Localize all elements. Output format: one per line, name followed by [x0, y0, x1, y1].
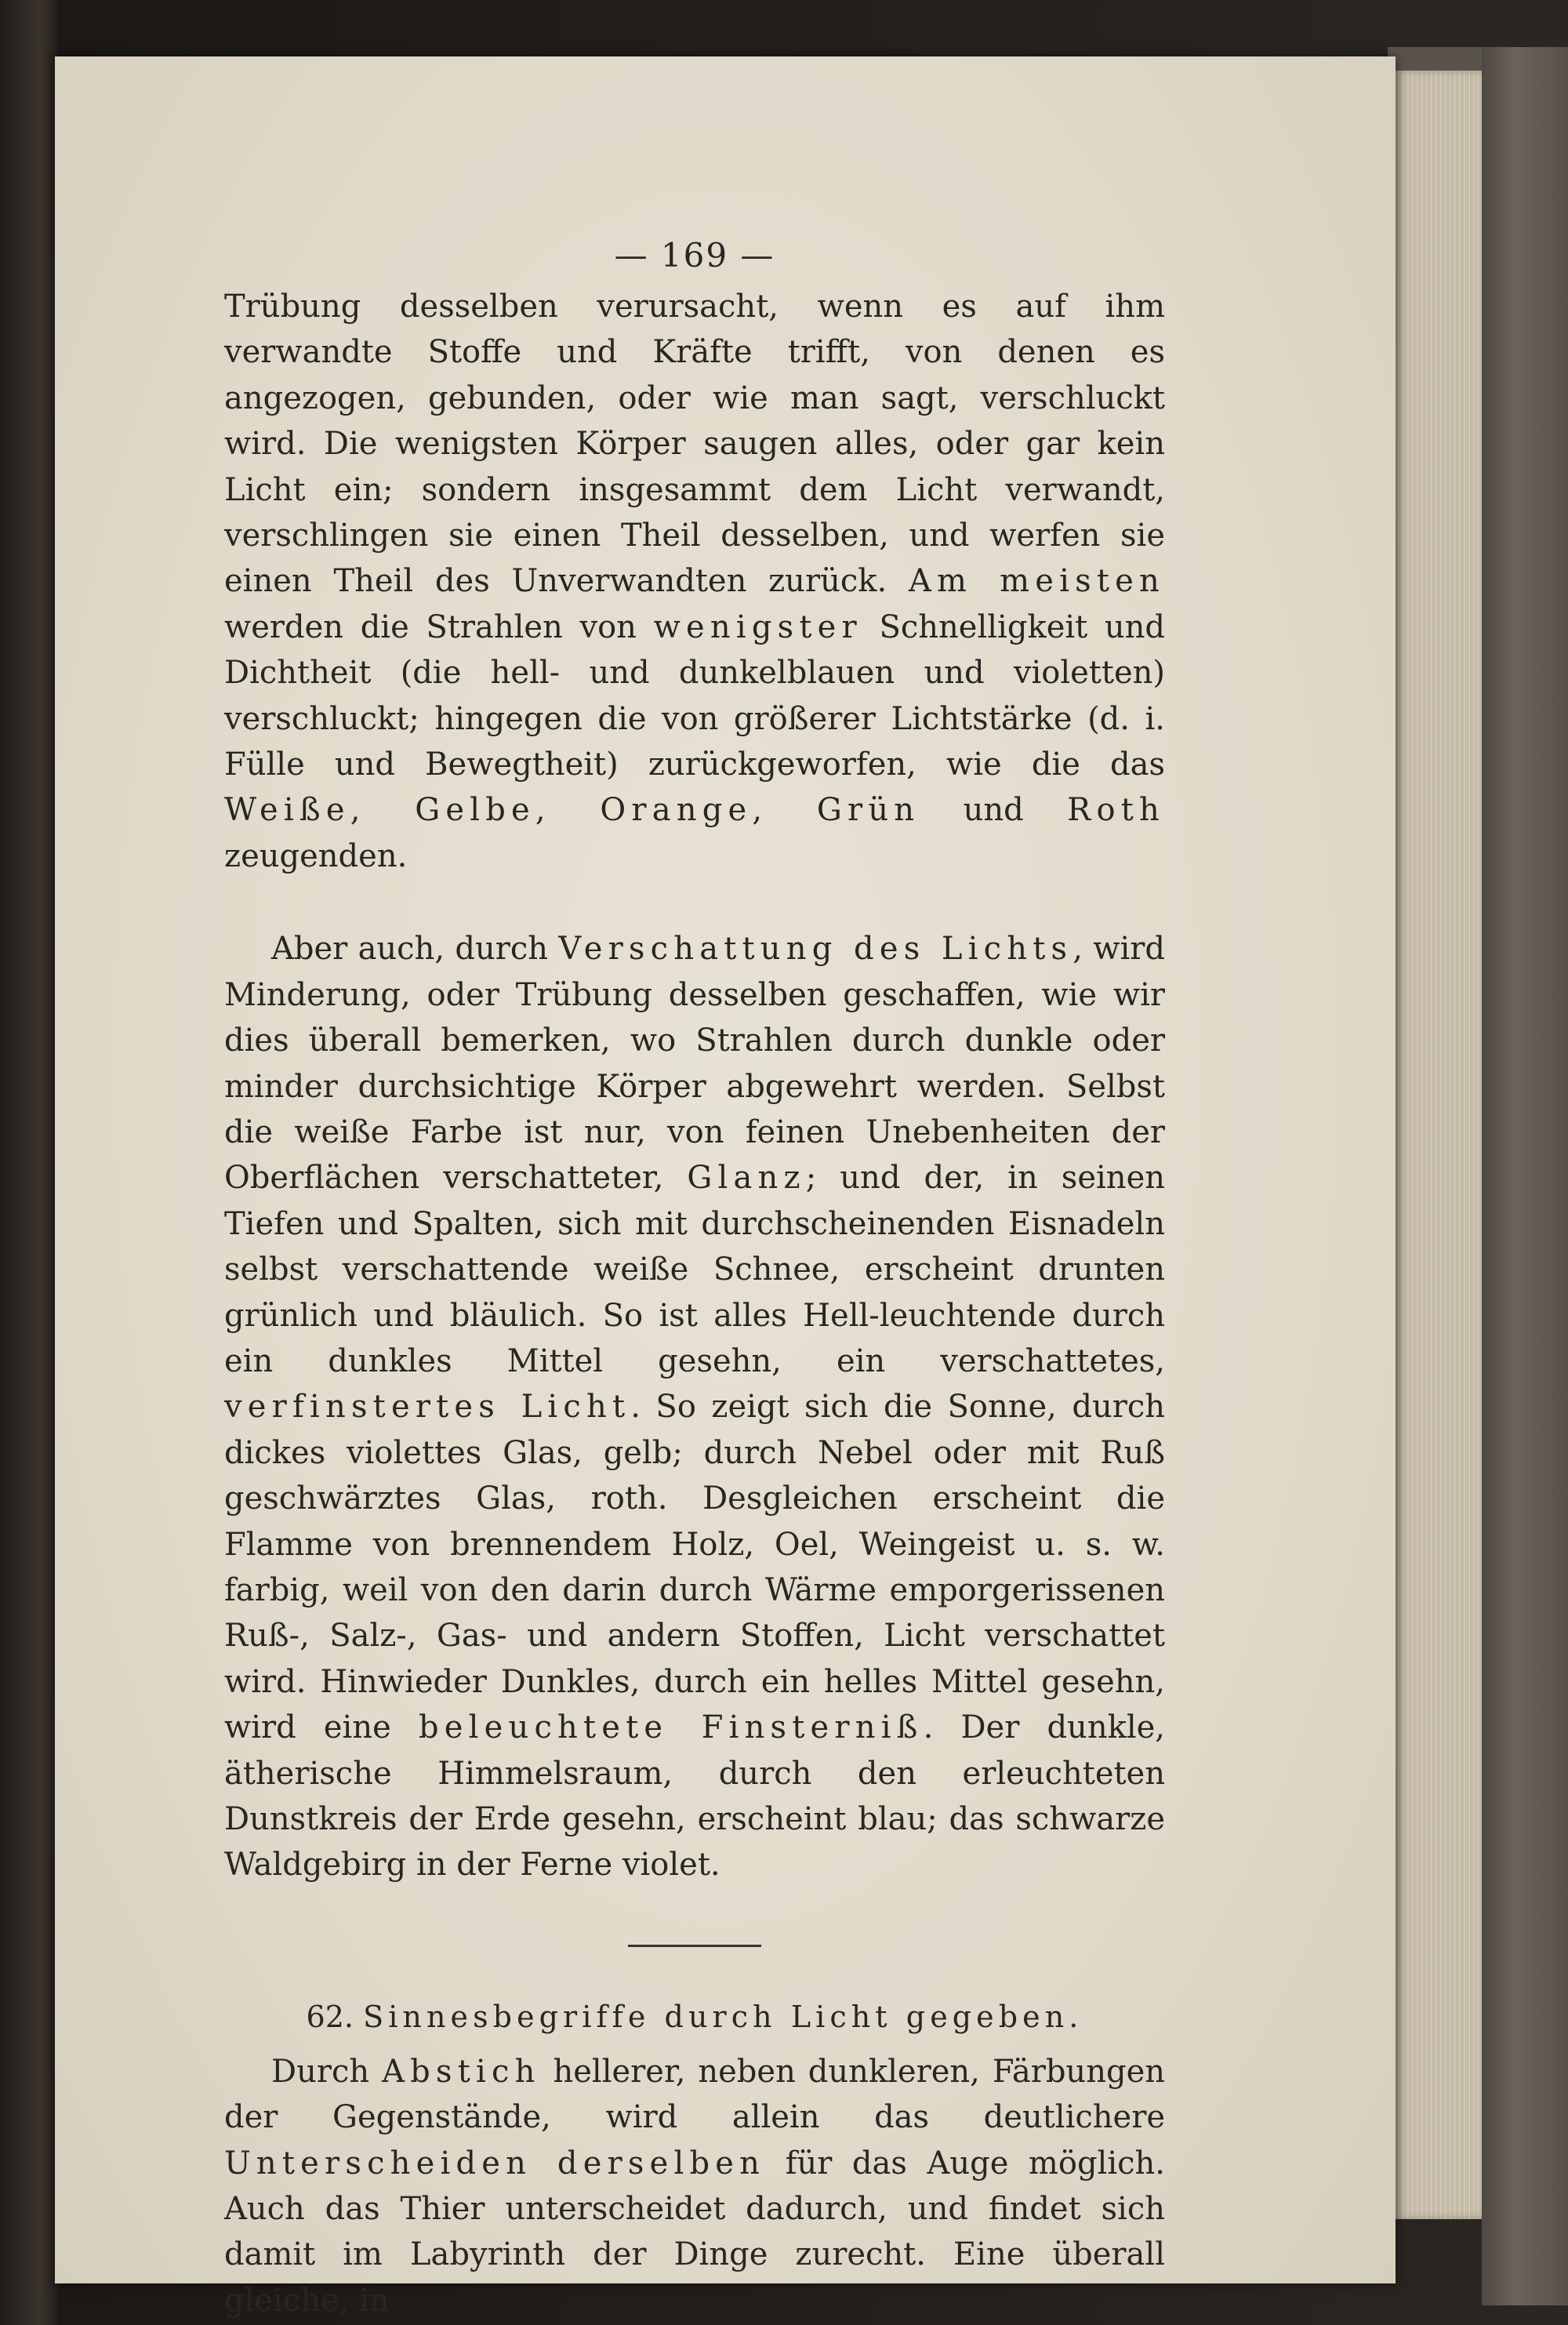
book-cover-side	[1482, 47, 1568, 2305]
paragraph-2-text-3: ; und der, in seinen Tiefen und Spalten, sich mit durchscheinenden Eisnadeln selbst verschattende weiße Schnee, erscheint drunten grünlich und bläulich. So ist alles Hell-leuchtende durch ein dunkles Mittel gesehn, ein verschattetes,	[224, 1160, 1165, 1379]
paragraph-2-emphasis-2: Glanz	[687, 1160, 806, 1197]
paragraph-1-text-4: und	[963, 792, 1024, 829]
paragraph-3-text-2: hellerer, neben dunkleren, Färbungen der Gegenstände, wird allein das deutlichere	[224, 2053, 1165, 2136]
paragraph-1-emphasis-1: Am meisten	[908, 563, 1165, 600]
paragraph-2	[224, 926, 1165, 1888]
paragraph-3-text-3: für das Auge möglich. Auch das Thier unterscheidet dadurch, und findet sich damit im Labyrinth der Dinge zurecht. Eine überall gleiche, in	[224, 2145, 1166, 2319]
section-divider	[628, 1945, 761, 1947]
section-number: 62.	[306, 1999, 354, 2034]
paragraph-2-text-4: . So zeigt sich die Sonne, durch dickes violettes Glas, gelb; durch Nebel oder mit Ruß geschwärztes Glas, roth. Desgleichen erscheint die Flamme von brennendem Holz, Oel, Weingeist u. s. w. farbig, weil von den darin durch Wärme emporgerissenen Ruß-, Salz-, Gas- und andern Stoffen, Licht verschattet wird. Hinwieder Dunkles, durch ein helles Mittel gesehn, wird eine	[224, 1389, 1165, 1746]
paragraph-2-emphasis-1: Verschattung des Lichts	[558, 931, 1073, 968]
paragraph-1-text-1: Trübung desselben verursacht, wenn es auf ihm verwandte Stoffe und Kräfte trifft, von denen es angezogen, gebunden, oder wie man sagt, verschluckt wird. Die wenigsten Körper saugen alles, oder gar kein Licht ein; sondern insgesammt dem Licht verwandt, verschlingen sie einen Theil desselben, und werfen sie einen Theil des Unverwandten zurück.	[224, 289, 1165, 600]
paragraph-1-text-5: zeugenden.	[224, 837, 408, 874]
paragraph-3-emphasis-2: Unterscheiden derselben	[224, 2145, 766, 2182]
page-number: — 169 —	[614, 236, 775, 274]
paragraph-1-emphasis-2: wenigster	[653, 608, 862, 645]
paragraph-2-text-5: . Der dunkle, ätherische Himmelsraum, durch den erleuchteten Dunstkreis der Erde gesehn, erscheint blau; das schwarze Waldgebirg in der Ferne violet.	[224, 1709, 1165, 1884]
paragraph-3	[224, 2049, 1165, 2323]
paragraph-1-text-2: werden die Strahlen von	[224, 608, 637, 645]
paragraph-3-text-1: Durch	[271, 2053, 370, 2090]
paragraph-2-text-2: , wird Minderung, oder Trübung desselben geschaffen, wie wir dies überall bemerken, wo Strahlen durch dunkle oder minder durchsichtige Körper abgewehrt werden. Selbst die weiße Farbe ist nur, von feinen Unebenheiten der Oberflächen verschatteter,	[224, 931, 1166, 1197]
paragraph-2-emphasis-4: beleuchtete Finsterniß	[418, 1709, 924, 1746]
page-edges	[1396, 71, 1482, 2219]
paragraph-2-emphasis-3: verfinstertes Licht	[224, 1389, 631, 1426]
paragraph-1-text-3: Schnelligkeit und Dichtheit (die hell- und dunkelblauen und violetten) verschluckt; hingegen die von größerer Lichtstärke (d. i. Fülle und Bewegtheit) zurückgeworfen, wie die das	[224, 608, 1165, 783]
text-block	[224, 232, 1165, 2323]
section-heading	[224, 1994, 1165, 2040]
paragraph-2-text-1: Aber auch, durch	[271, 931, 549, 968]
paragraph-1	[224, 284, 1165, 879]
paragraph-1-emphasis-3: Weiße, Gelbe, Orange, Grün	[224, 792, 920, 829]
paragraph-1-emphasis-4: Roth	[1067, 792, 1165, 829]
paragraph-3-emphasis-1: Abstich	[382, 2053, 541, 2090]
section-title: Sinnesbegriffe durch Licht gegeben.	[363, 1999, 1083, 2034]
